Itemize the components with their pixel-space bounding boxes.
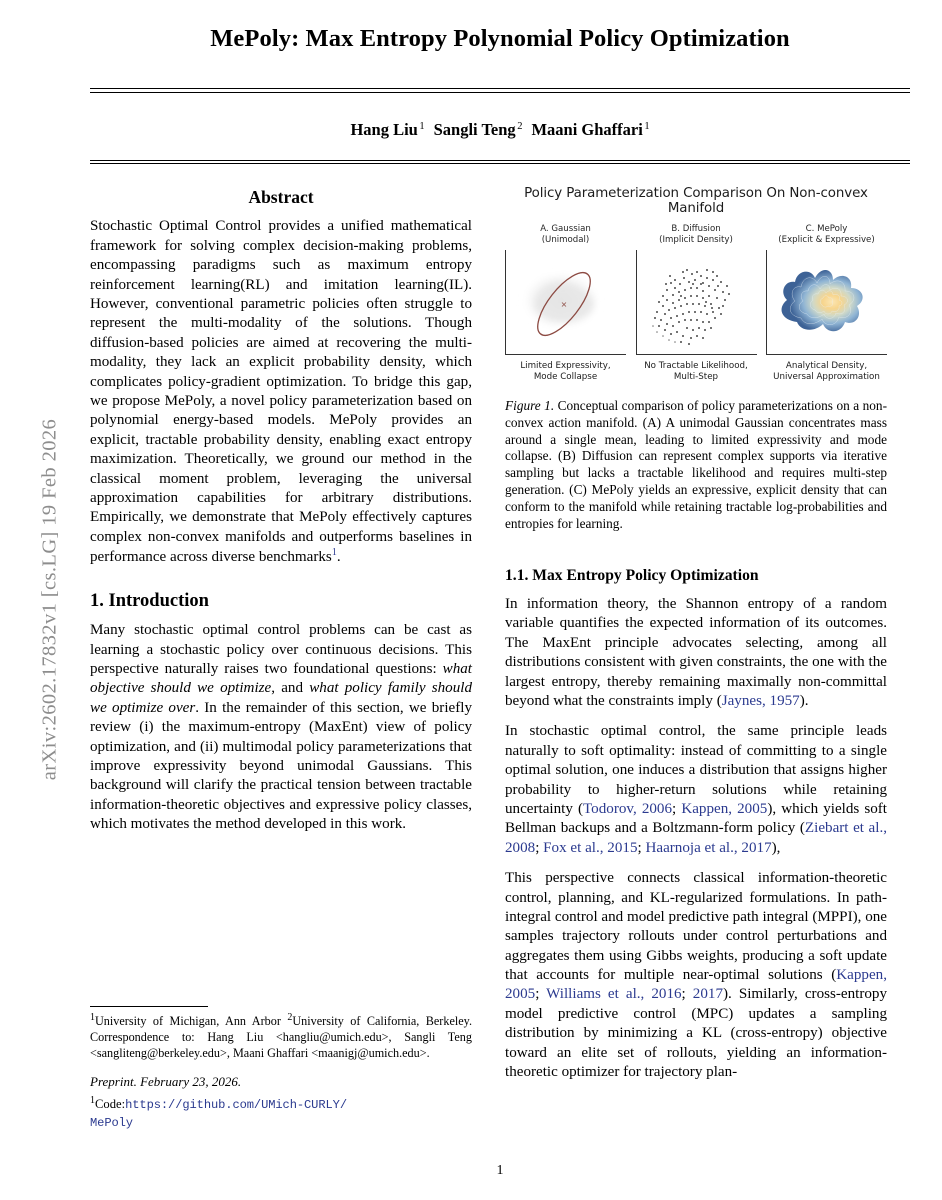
footnote-rule xyxy=(90,1006,208,1007)
s11-p3-text-c: ; xyxy=(681,986,693,1003)
code-footnote-marker: 1 xyxy=(90,1095,95,1107)
figure-1 xyxy=(505,186,887,533)
panel-c-plot xyxy=(766,250,887,355)
arxiv-stamp-text: arXiv:2602.17832v1 [cs.LG] 19 Feb 2026 xyxy=(38,418,61,781)
citation-williams-2017[interactable]: 2017 xyxy=(692,986,723,1003)
author-entry xyxy=(434,120,523,139)
affiliation-text-1: University of Michigan, Ann Arbor xyxy=(95,1014,288,1029)
figure-panel-diffusion xyxy=(636,224,757,384)
panel-b-subtitle: (Implicit Density) xyxy=(659,235,733,245)
title-rule-thick xyxy=(90,88,910,89)
citation-ziebart[interactable]: Ziebart et al., 2008 xyxy=(505,820,887,856)
author-entry xyxy=(350,120,424,139)
panel-c-heading xyxy=(766,224,887,247)
intro-paragraph-1 xyxy=(90,621,472,834)
abstract-text: Stochastic Optimal Control provides a unified mathematical framework for solving complex decision-making problems, encompassing paradigms such as maximum entropy reinforcement learning(RL) and imitation learning(IL). However, conventional parametric policies often struggle to represent the multi-modality of the solutions. Though diffusion-based policies are aimed at recovering the multi-modality, they lack an explicit probability density, which complicates policy-gradient optimization. To bridge this gap, we propose MePoly, a novel policy parameterization based on polynomial energy-based models. MePoly provides an explicit, tractable probability density, enabling exact entropy maximization. Theoretically, we ground our method in the classical moment problem, leveraging the universal approximation capabilities for arbitrary distributions. Empirically, we demonstrate that MePoly effectively captures complex non-convex manifolds and outperforms baselines in performance across diverse benchmarks xyxy=(90,218,472,566)
code-url-line-1[interactable]: https://github.com/UMich-CURLY/ xyxy=(125,1098,347,1113)
s11-p3-text-d: ). Similarly, cross-entropy model predictive control (MPC) updates a sampling distribution by minimizing a KL (cross-entropy) objective toward an elite set of rollouts, yielding an information-theoretic optimizer for trajectory plan- xyxy=(505,986,887,1081)
code-label: Code: xyxy=(95,1097,126,1112)
panel-c-caption xyxy=(766,361,887,384)
affiliation-footnote xyxy=(90,1012,472,1061)
panel-c-foot-1: Analytical Density, xyxy=(785,361,868,371)
panel-b-foot-1: No Tractable Likelihood, xyxy=(644,361,748,371)
mepoly-density-blob xyxy=(782,270,863,331)
intro-text-b: , and xyxy=(271,680,310,697)
abstract-body xyxy=(90,217,472,567)
abstract-text-end: . xyxy=(336,549,341,566)
diffusion-low-density-tail xyxy=(652,325,676,343)
intro-italic-2: what policy family should we optimize over xyxy=(90,680,472,716)
panel-b-caption xyxy=(636,361,757,384)
arxiv-stamp xyxy=(0,0,61,1200)
section-heading-introduction: 1. Introduction xyxy=(90,590,209,611)
code-footnote xyxy=(90,1094,472,1132)
panel-b-plot xyxy=(636,250,757,355)
code-url-line-2[interactable]: MePoly xyxy=(90,1115,133,1130)
author-entry xyxy=(531,120,649,139)
title-block xyxy=(90,24,910,53)
section-1-1-paragraph-2 xyxy=(505,722,887,858)
panel-a-title: A. Gaussian xyxy=(540,224,591,234)
figure-panel-mepoly xyxy=(766,224,887,384)
figure-caption xyxy=(505,398,887,534)
figure-panel-gaussian xyxy=(505,224,626,384)
section-1-1-paragraph-3 xyxy=(505,869,887,1082)
section-1-1-paragraph-1 xyxy=(505,595,887,711)
panel-a-foot-1: Limited Expressivity, xyxy=(520,361,611,371)
diffusion-sample-cloud xyxy=(654,269,730,345)
subsection-heading-max-entropy: 1.1. Max Entropy Policy Optimization xyxy=(505,567,759,584)
figure-caption-text: Conceptual comparison of policy parameterizations on a non-convex action manifold. (A) A unimodal Gaussian concentrates mass around a single mean, leading to limited expressivity and mode collapse. (B) Diffusion can represent complex supports via iterative sampling but lacks a tractable likelihood and requires multi-step generation. (C) MePoly yields an expressive, explicit density that can conform to the manifold while retaining tractable log-probabilities and entropies for learning. xyxy=(505,397,887,532)
page-number: 1 xyxy=(496,1163,504,1178)
affiliation-marker-2: 2 xyxy=(287,1012,293,1023)
intro-text-a: Many stochastic optimal control problems can be cast as learning a stochastic policy over continuous decisions. This perspective naturally raises two foundational questions: xyxy=(90,622,472,678)
citation-todorov[interactable]: Todorov, 2006 xyxy=(583,800,673,817)
citation-jaynes[interactable]: Jaynes, 1957 xyxy=(721,692,800,709)
footnote-block xyxy=(90,1006,472,1132)
author-rule-thick xyxy=(90,163,910,164)
panel-c-subtitle: (Explicit & Expressive) xyxy=(778,235,875,245)
author-name: Hang Liu xyxy=(350,120,418,139)
affiliation-marker-1: 1 xyxy=(90,1012,95,1023)
citation-haarnoja[interactable]: Haarnoja et al., 2017 xyxy=(645,839,772,856)
panel-a-heading xyxy=(505,224,626,247)
intro-italic-1: what objective should we optimize xyxy=(90,661,472,697)
figure-panels xyxy=(505,224,887,384)
left-column xyxy=(90,182,472,846)
panel-b-title: B. Diffusion xyxy=(671,224,721,234)
paper-page xyxy=(58,0,942,1200)
panel-a-plot xyxy=(505,250,626,355)
author-affiliation-marker: 2 xyxy=(517,120,523,132)
citation-kappen-2005-b[interactable]: Kappen, 2005 xyxy=(505,967,887,1003)
s11-p3-text-b: ; xyxy=(535,986,547,1003)
author-rule-thin xyxy=(90,160,910,161)
figure-caption-label: Figure 1. xyxy=(505,397,555,413)
author-list xyxy=(90,120,910,140)
abstract-heading: Abstract xyxy=(248,187,314,207)
s11-p1-text-b: ). xyxy=(799,692,809,709)
page-title: MePoly: Max Entropy Polynomial Policy Optimization xyxy=(210,25,790,52)
gaussian-plot-svg xyxy=(506,250,626,355)
citation-williams-2016[interactable]: Williams et al., 2016 xyxy=(546,986,682,1003)
affiliation-text-2: University of California, Berkeley. Correspondence to: Hang Liu <hangliu@umich.edu>, Sangli Teng <sangliteng@berkeley.edu>, Maani Ghaffari <maanigj@umich.edu>. xyxy=(90,1014,473,1060)
author-affiliation-marker: 1 xyxy=(644,120,650,132)
panel-c-foot-2: Universal Approximation xyxy=(773,372,880,383)
s11-p3-text-a: This perspective connects classical information-theoretic control, planning, and KL-regularized formulations. In path-integral control and model predictive path integral (MPPI), one samples trajectory rollouts under control perturbations and aggregates them using Gibbs weights, producing a soft update that accounts for multiple near-optimal solutions ( xyxy=(505,870,887,984)
s11-p2-text-d: ; xyxy=(535,839,544,856)
figure-title: Policy Parameterization Comparison On Non-convex Manifold xyxy=(524,186,868,216)
citation-kappen-2005[interactable]: Kappen, 2005 xyxy=(681,800,768,817)
mepoly-density-svg xyxy=(767,250,887,355)
right-column xyxy=(505,566,887,1093)
preprint-notice: Preprint. February 23, 2026. xyxy=(90,1074,242,1090)
s11-p2-text-b: ; xyxy=(672,800,682,817)
panel-b-heading xyxy=(636,224,757,247)
panel-a-subtitle: (Unimodal) xyxy=(541,235,590,245)
panel-c-title: C. MePoly xyxy=(805,224,848,234)
s11-p2-text-c: ), which yields soft Bellman backups and a Boltzmann-form policy ( xyxy=(505,800,887,837)
author-name: Sangli Teng xyxy=(433,120,516,139)
s11-p2-text-a: In stochastic optimal control, the same principle leads naturally to soft optimality: instead of committing to a single optimal solution, one induces a distribution that assigns higher probability to higher-return solutions while retaining uncertainty ( xyxy=(505,723,887,817)
s11-p1-text-a: In information theory, the Shannon entropy of a random variable quantifies the expected information of its outcomes. The MaxEnt principle advocates selecting, among all distributions consistent with given constraints, the one with the largest entropy, thereby remaining maximally non-committal beyond what the constraints imply ( xyxy=(505,596,887,709)
panel-b-foot-2: Multi-Step xyxy=(673,372,719,383)
citation-fox[interactable]: Fox et al., 2015 xyxy=(543,839,638,856)
panel-a-foot-2: Mode Collapse xyxy=(533,372,598,383)
title-rule-thin xyxy=(90,92,910,93)
abstract-footnote-marker: 1 xyxy=(331,547,337,559)
s11-p2-text-f: ), xyxy=(771,839,781,856)
author-name: Maani Ghaffari xyxy=(531,120,643,139)
diffusion-plot-svg xyxy=(637,250,757,355)
s11-p2-text-e: ; xyxy=(637,839,646,856)
author-affiliation-marker: 1 xyxy=(419,120,425,132)
gaussian-mean-marker: × xyxy=(560,300,568,309)
intro-text-c: . In the remainder of this section, we briefly review (i) the maximum-entropy (MaxEnt) view of policy optimization, and (ii) multimodal policy parameterizations that improve expressivity beyond unimodal Gaussians. This background will clarify the practical tension between tractable information-theoretic objectives and expressive policy classes, which motivates the method developed in this work. xyxy=(90,699,472,833)
panel-a-caption xyxy=(505,361,626,384)
